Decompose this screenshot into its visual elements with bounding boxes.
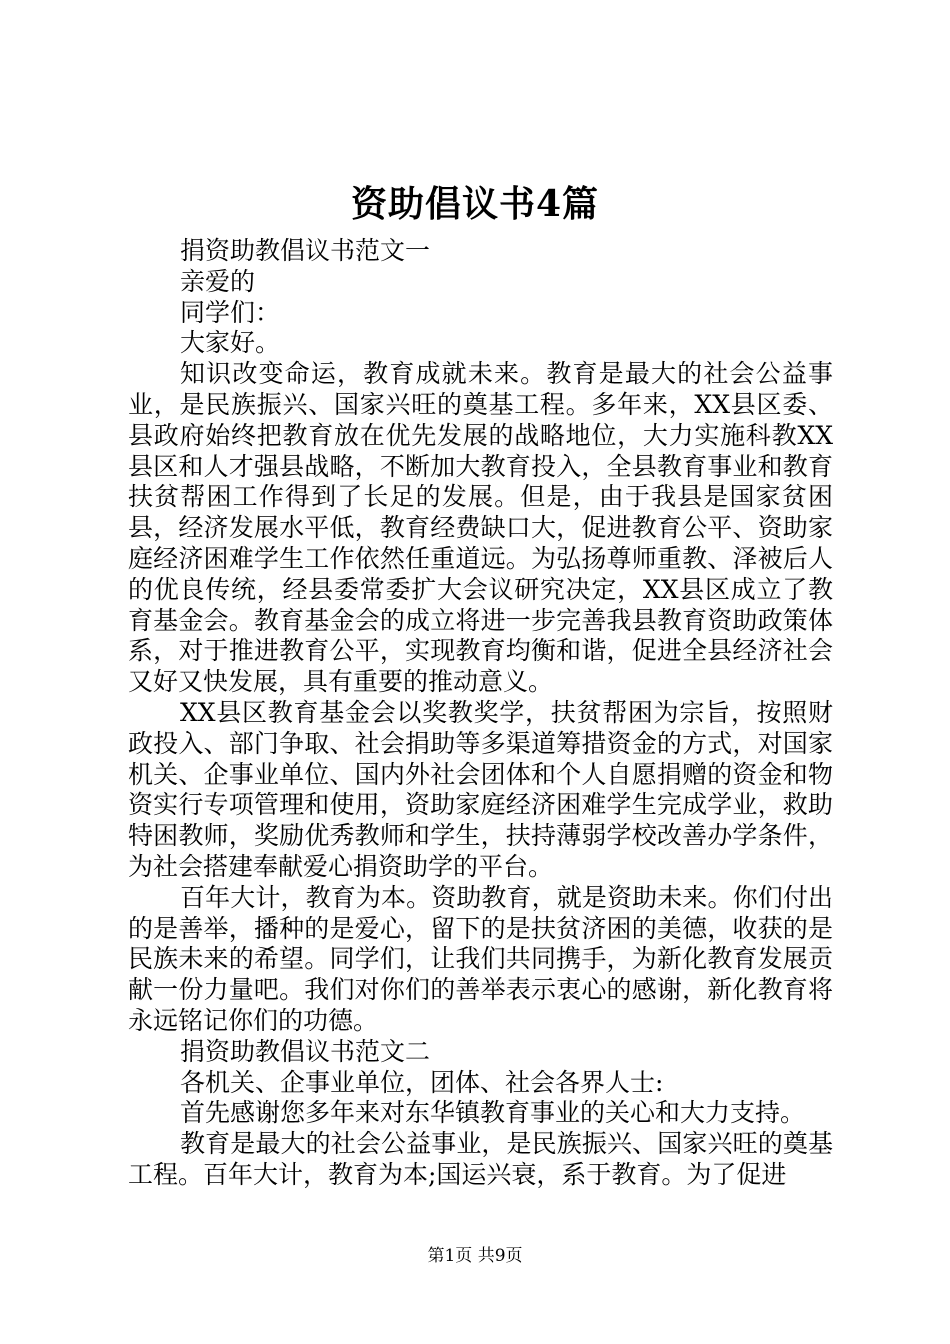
body-paragraph: 首先感谢您多年来对东华镇教育事业的关心和大力支持。 [180,1098,806,1128]
body-paragraph: XX县区教育基金会以奖教奖学，扶贫帮困为宗旨，按照财政投入、部门争取、社会捐助等多渠道筹措资金的方式，对国家机关、企事业单位、国内外社会团体和个人自愿捐赠的资金和物资实行专项管理和使用，资助家庭经济困难学生完成学业，救助特困教师，奖励优秀教师和学生，扶持薄弱学校改善办学条件，为社会搭建奉献爱心捐资助学的平台。 [128,697,833,881]
salutation-line: 同学们： [180,297,281,327]
salutation-line: 各机关、企事业单位，团体、社会各界人士: [180,1067,664,1097]
section-heading: 捐资助教倡议书范文一 [180,236,431,265]
page-number-footer: 第1页 共9页 [427,1246,523,1266]
salutation-line: 亲爱的 [180,266,256,296]
body-paragraph: 百年大计，教育为本。资助教育，就是资助未来。你们付出的是善举，播种的是爱心，留下的是扶贫济困的美德，收获的是民族未来的希望。同学们，让我们共同携手，为新化教育发展贡献一份力量吧。我们对你们的善举表示衷心的感谢，新化教育将永远铭记你们的功德。 [128,882,833,1035]
section-heading: 捐资助教倡议书范文二 [180,1036,431,1066]
body-paragraph: 知识改变命运，教育成就未来。教育是最大的社会公益事业，是民族振兴、国家兴旺的奠基工程。多年来，XX县区委、县政府始终把教育放在优先发展的战略地位，大力实施科教XX县区和人才强县战略，不断加大教育投入，全县教育事业和教育扶贫帮困工作得到了长足的发展。但是，由于我县是国家贫困县，经济发展水平低，教育经费缺口大，促进教育公平、资助家庭经济困难学生工作依然任重道远。为弘扬尊师重教、泽被后人的优良传统，经县委常委扩大会议研究决定，XX县区成立了教育基金会。教育基金会的成立将进一步完善我县教育资助政策体系，对于推进教育公平，实现教育均衡和谐，促进全县经济社会又好又快发展，具有重要的推动意义。 [128,359,833,697]
document-title: 资助倡议书4篇 [350,183,600,225]
body-paragraph: 教育是最大的社会公益事业，是民族振兴、国家兴旺的奠基工程。百年大计，教育为本;国运兴衰，系于教育。为了促进 [128,1129,833,1189]
document-body [128,236,833,1191]
greeting-line: 大家好。 [180,328,281,358]
